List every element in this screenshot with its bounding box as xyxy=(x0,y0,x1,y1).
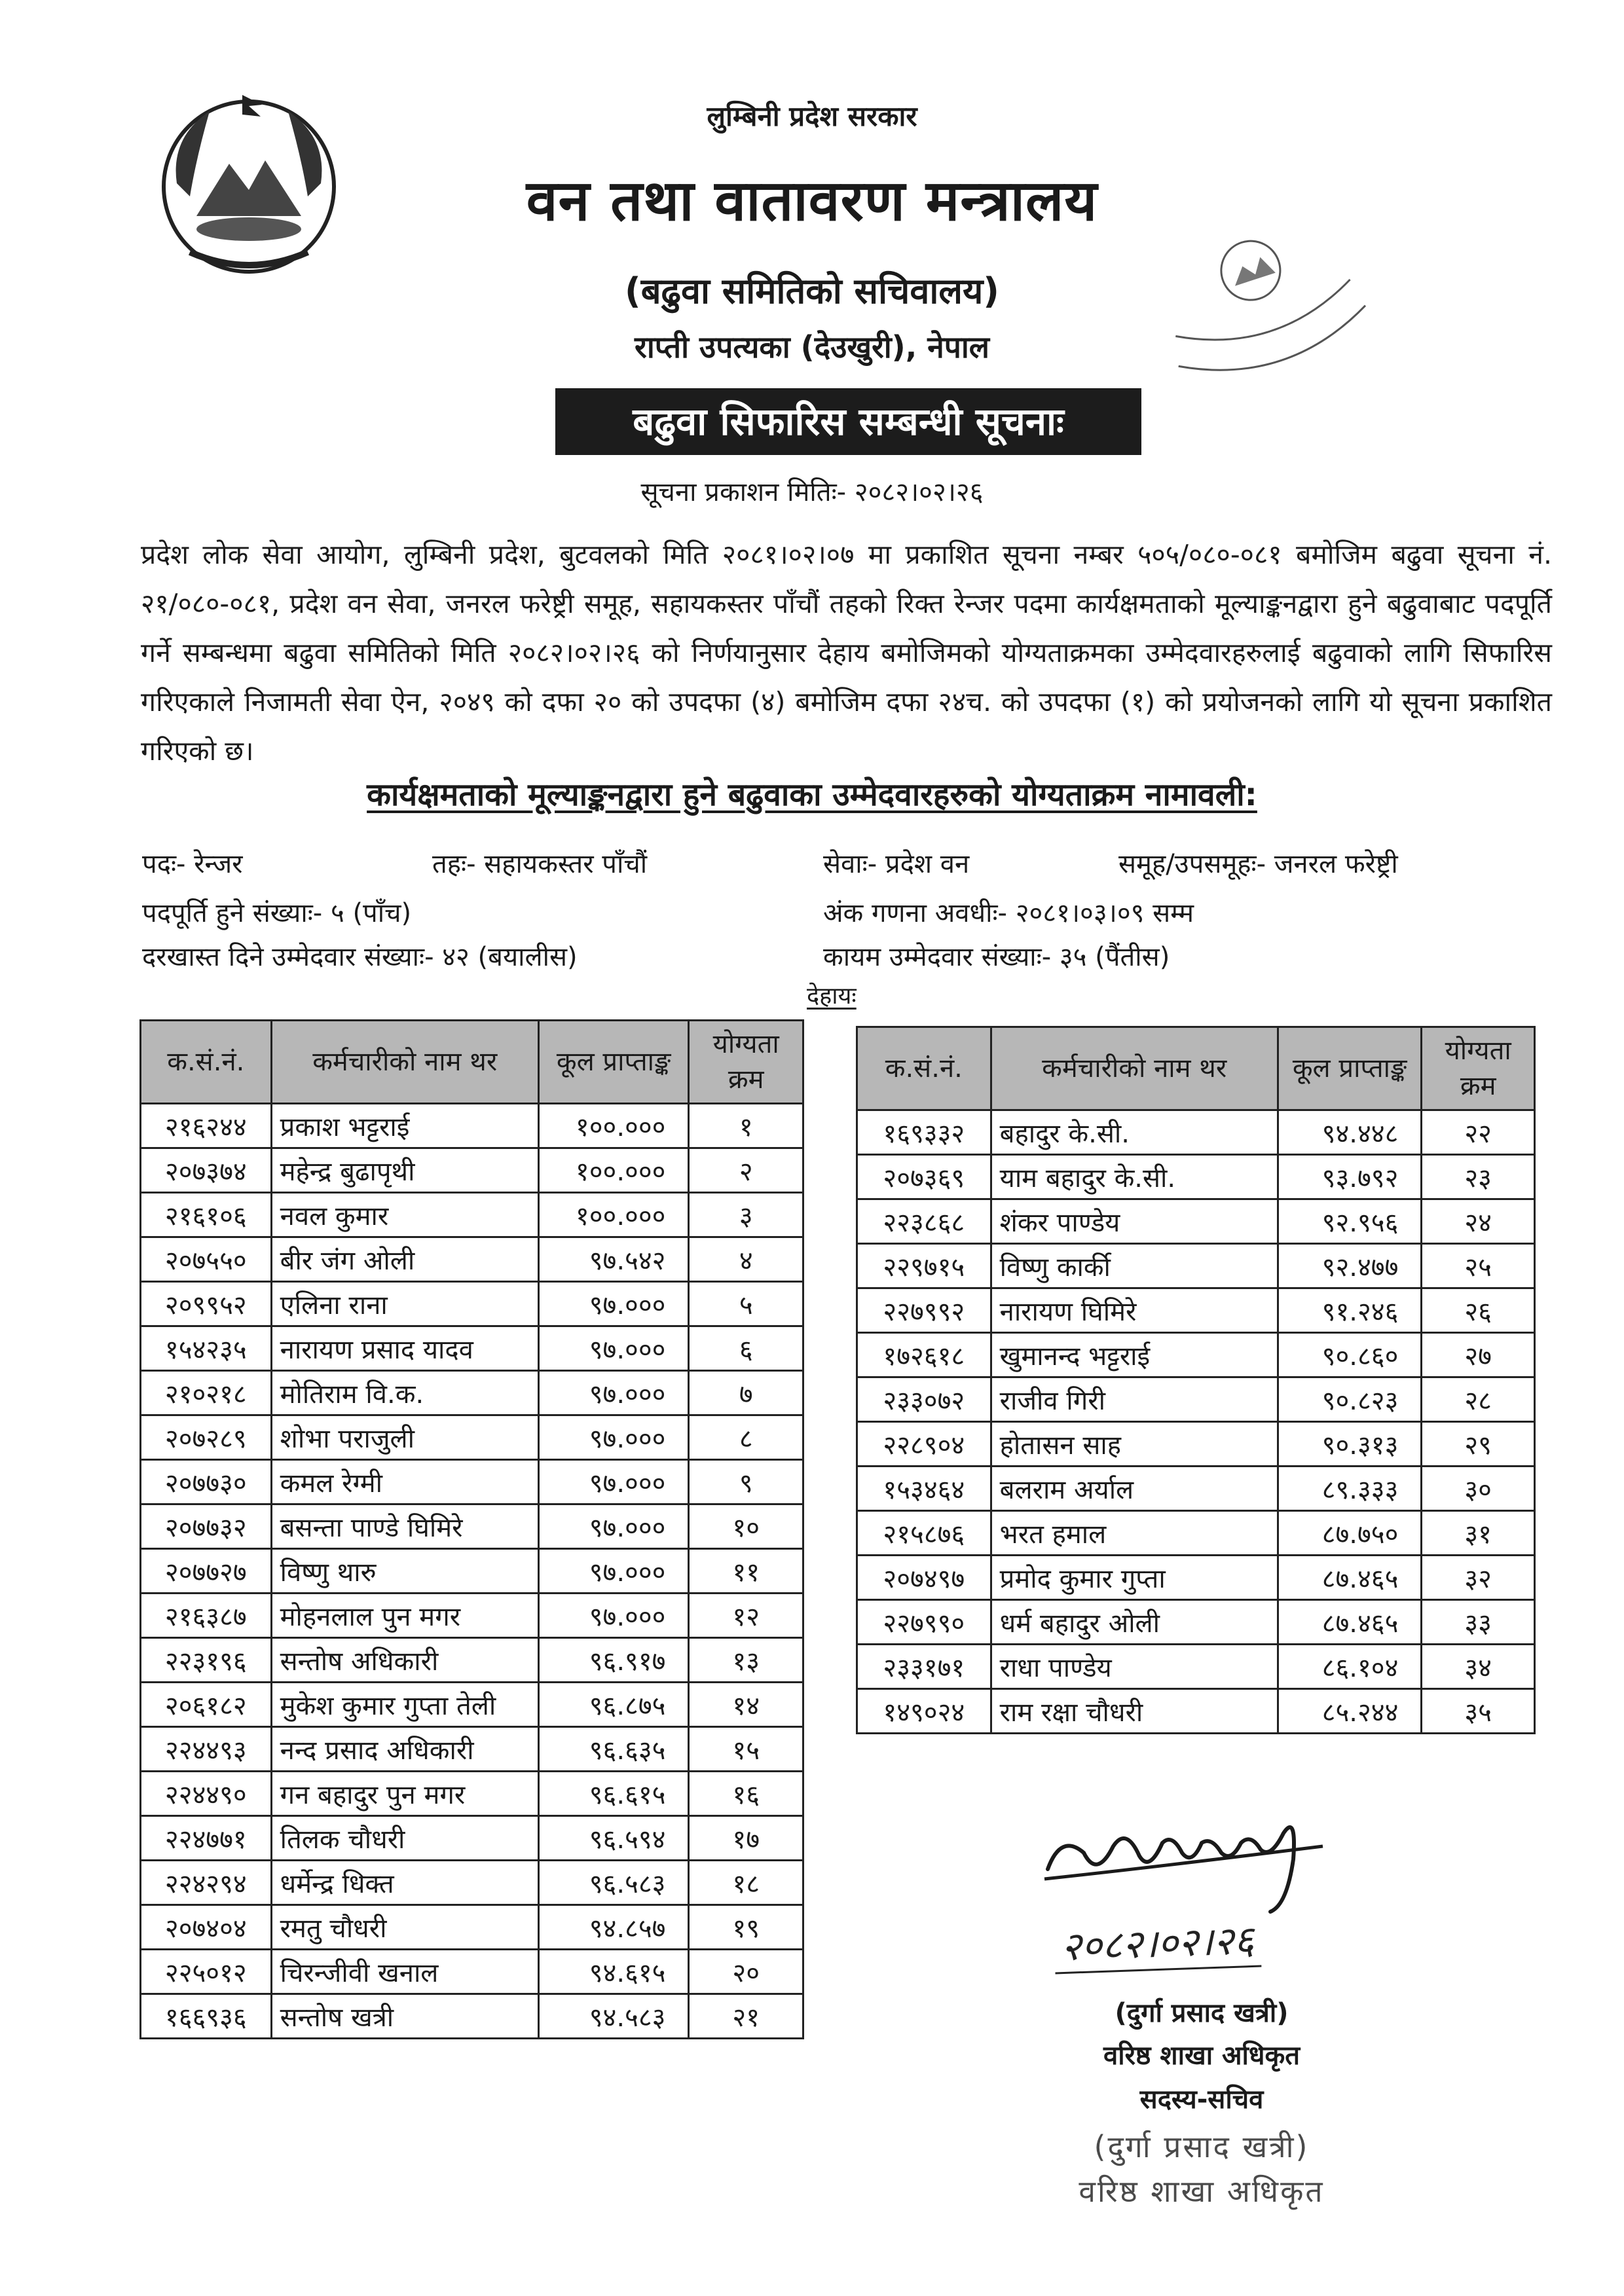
rank-cell: १२ xyxy=(689,1594,803,1638)
name-cell: शंकर पाण्डेय xyxy=(991,1199,1278,1244)
name-cell: कमल रेग्मी xyxy=(271,1460,538,1504)
name-cell: बीर जंग ओली xyxy=(271,1237,538,1282)
serial-cell: २२४२९४ xyxy=(141,1861,272,1905)
notice-title-banner: बढुवा सिफारिस सम्बन्धी सूचनाः xyxy=(555,388,1141,455)
serial-cell: २१५८७६ xyxy=(857,1511,991,1556)
score-cell: ९७.००० xyxy=(538,1594,689,1638)
name-cell: नारायण घिमिरे xyxy=(991,1288,1278,1333)
rank-cell: ६ xyxy=(689,1326,803,1371)
rank-cell: ४ xyxy=(689,1237,803,1282)
name-cell: भरत हमाल xyxy=(991,1511,1278,1556)
table-row xyxy=(857,1645,1535,1689)
serial-cell: १५४२३५ xyxy=(141,1326,272,1371)
name-cell: रमतु चौधरी xyxy=(271,1905,538,1950)
col-header-name: कर्मचारीको नाम थर xyxy=(271,1021,538,1104)
list-heading xyxy=(0,773,1624,815)
name-cell: एलिना राना xyxy=(271,1282,538,1326)
serial-cell: २३३१७१ xyxy=(857,1645,991,1689)
office-address: राप्ती उपत्यका (देउखुरी), नेपाल xyxy=(635,329,989,365)
table-row xyxy=(857,1511,1535,1556)
rank-cell: २७ xyxy=(1422,1333,1535,1377)
score-cell: ८९.३३३ xyxy=(1278,1467,1422,1511)
level-info: तहः- सहायकस्तर पाँचौं xyxy=(432,849,648,879)
score-cell: १००.००० xyxy=(538,1104,689,1148)
serial-cell: २२३१९६ xyxy=(141,1638,272,1683)
col-header-score: कूल प्राप्ताङ्क xyxy=(1278,1027,1422,1110)
serial-cell: २२४४९० xyxy=(141,1772,272,1816)
table-row xyxy=(141,1905,803,1950)
name-cell: याम बहादुर के.सी. xyxy=(991,1155,1278,1199)
serial-cell: २०६१८२ xyxy=(141,1683,272,1727)
vacancies-info: पदपूर्ति हुने संख्याः- ५ (पाँच) xyxy=(142,898,412,928)
ministry-title: वन तथा वातावरण मन्त्रालय xyxy=(526,168,1098,234)
name-cell: विष्णु थारु xyxy=(271,1549,538,1594)
name-cell: तिलक चौधरी xyxy=(271,1816,538,1861)
score-cell: ९७.५४२ xyxy=(538,1237,689,1282)
applicants-info: दरखास्त दिने उम्मेदवार संख्याः- ४२ (बयालीस) xyxy=(142,942,578,972)
score-cell: ९१.२४६ xyxy=(1278,1288,1422,1333)
table-row xyxy=(857,1422,1535,1467)
table-row xyxy=(857,1288,1535,1333)
name-cell: बसन्ता पाण्डे घिमिरे xyxy=(271,1504,538,1549)
serial-cell: २०७७३२ xyxy=(141,1504,272,1549)
rank-cell: ३० xyxy=(1422,1467,1535,1511)
rank-cell: १३ xyxy=(689,1638,803,1683)
table-row xyxy=(857,1155,1535,1199)
table-header-row xyxy=(857,1027,1535,1110)
score-cell: ९६.५९४ xyxy=(538,1816,689,1861)
rank-cell: २८ xyxy=(1422,1377,1535,1422)
score-cell: ९६.६१५ xyxy=(538,1772,689,1816)
score-cell: ८७.७५० xyxy=(1278,1511,1422,1556)
score-cell: १००.००० xyxy=(538,1193,689,1237)
table-row xyxy=(141,1326,803,1371)
name-cell: मोहनलाल पुन मगर xyxy=(271,1594,538,1638)
table-row xyxy=(141,1148,803,1193)
name-cell: मोतिराम वि.क. xyxy=(271,1371,538,1415)
serial-cell: १६६९३६ xyxy=(141,1994,272,2039)
name-cell: बहादुर के.सी. xyxy=(991,1110,1278,1155)
serial-cell: २२३८६८ xyxy=(857,1199,991,1244)
serial-cell: २१०२१८ xyxy=(141,1371,272,1415)
serial-cell: २२७९९२ xyxy=(857,1288,991,1333)
signatory-role: सदस्य-सचिव xyxy=(1139,2085,1264,2115)
score-cell: ८५.२४४ xyxy=(1278,1689,1422,1734)
name-cell: मुकेश कुमार गुप्ता तेली xyxy=(271,1683,538,1727)
table-row xyxy=(857,1244,1535,1288)
serial-cell: २०७२८९ xyxy=(141,1415,272,1460)
serial-cell: २१६३८७ xyxy=(141,1594,272,1638)
rank-cell: ३ xyxy=(689,1193,803,1237)
name-cell: प्रमोद कुमार गुप्ता xyxy=(991,1556,1278,1600)
candidates-table-right xyxy=(856,1026,1536,1734)
table-row xyxy=(141,1594,803,1638)
score-cell: ९४.८५७ xyxy=(538,1905,689,1950)
table-row xyxy=(141,1371,803,1415)
rank-cell: ८ xyxy=(689,1415,803,1460)
publication-date: सूचना प्रकाशन मितिः- २०८२।०२।२६ xyxy=(640,477,984,507)
serial-cell: २२४४९३ xyxy=(141,1727,272,1772)
dehaya-label: देहायः xyxy=(807,983,857,1010)
score-cell: ९७.००० xyxy=(538,1371,689,1415)
serial-cell: २०९९५२ xyxy=(141,1282,272,1326)
list-heading-text: कार्यक्षमताको मूल्याङ्कनद्वारा हुने बढुवाका उम्मेदवारहरुको योग्यताक्रम नामावली: xyxy=(367,776,1257,813)
count-period-info: अंक गणना अवधीः- २०८१।०३।०९ सम्म xyxy=(823,898,1194,928)
serial-cell: २०७७२७ xyxy=(141,1549,272,1594)
serial-cell: २२८९०४ xyxy=(857,1422,991,1467)
table-row xyxy=(141,1504,803,1549)
col-header-serial: क.सं.नं. xyxy=(141,1021,272,1104)
table-row xyxy=(141,1816,803,1861)
name-cell: प्रकाश भट्टराई xyxy=(271,1104,538,1148)
rank-cell: ३४ xyxy=(1422,1645,1535,1689)
serial-cell: १५३४६४ xyxy=(857,1467,991,1511)
name-cell: राजीव गिरी xyxy=(991,1377,1278,1422)
name-cell: सन्तोष खत्री xyxy=(271,1994,538,2039)
candidates-table-left xyxy=(139,1019,804,2039)
col-header-score: कूल प्राप्ताङ्क xyxy=(538,1021,689,1104)
name-cell: खुमानन्द भट्टराई xyxy=(991,1333,1278,1377)
serial-cell: २०७३७४ xyxy=(141,1148,272,1193)
serial-cell: २२४७७१ xyxy=(141,1816,272,1861)
serial-cell: २२७९९० xyxy=(857,1600,991,1645)
score-cell: ९२.४७७ xyxy=(1278,1244,1422,1288)
rank-cell: १८ xyxy=(689,1861,803,1905)
score-cell: ९२.९५६ xyxy=(1278,1199,1422,1244)
signature-date-text: २०८२।०२।२६ xyxy=(1054,1912,1262,1975)
rank-cell: १४ xyxy=(689,1683,803,1727)
post-info: पदः- रेन्जर xyxy=(142,849,243,879)
rank-cell: १५ xyxy=(689,1727,803,1772)
table-row xyxy=(141,1460,803,1504)
score-cell: ९६.९१७ xyxy=(538,1638,689,1683)
rank-cell: २९ xyxy=(1422,1422,1535,1467)
serial-cell: २२५०१२ xyxy=(141,1950,272,1994)
table-row xyxy=(141,1237,803,1282)
name-cell: सन्तोष अधिकारी xyxy=(271,1638,538,1683)
table-row xyxy=(141,1994,803,2039)
rank-cell: २१ xyxy=(689,1994,803,2039)
government-name: लुम्बिनी प्रदेश सरकार xyxy=(707,100,917,132)
score-cell: ९७.००० xyxy=(538,1549,689,1594)
table-row xyxy=(141,1193,803,1237)
rank-cell: २६ xyxy=(1422,1288,1535,1333)
rank-cell: २३ xyxy=(1422,1155,1535,1199)
serial-cell: २०७४०४ xyxy=(141,1905,272,1950)
name-cell: नन्द प्रसाद अधिकारी xyxy=(271,1727,538,1772)
rank-cell: ३३ xyxy=(1422,1600,1535,1645)
col-header-rank: योग्यता क्रम xyxy=(1422,1027,1535,1110)
rank-cell: १९ xyxy=(689,1905,803,1950)
score-cell: ९६.६३५ xyxy=(538,1727,689,1772)
name-cell: चिरन्जीवी खनाल xyxy=(271,1950,538,1994)
score-cell: ९४.४४८ xyxy=(1278,1110,1422,1155)
name-stamp: (दुर्गा प्रसाद खत्री) xyxy=(1094,2129,1310,2164)
signature-date xyxy=(1054,1915,1382,1987)
rank-cell: १६ xyxy=(689,1772,803,1816)
serial-cell: १७२६१८ xyxy=(857,1333,991,1377)
col-header-serial: क.सं.नं. xyxy=(857,1027,991,1110)
serial-cell: २१६२४४ xyxy=(141,1104,272,1148)
name-cell: धर्मेन्द्र धिक्त xyxy=(271,1861,538,1905)
rank-cell: ९ xyxy=(689,1460,803,1504)
serial-cell: २२९७१५ xyxy=(857,1244,991,1288)
score-cell: ९७.००० xyxy=(538,1415,689,1460)
rank-cell: ११ xyxy=(689,1549,803,1594)
name-cell: गन बहादुर पुन मगर xyxy=(271,1772,538,1816)
rank-cell: ७ xyxy=(689,1371,803,1415)
name-cell: राधा पाण्डेय xyxy=(991,1645,1278,1689)
secretariat-name: (बढुवा समितिको सचिवालय) xyxy=(625,270,999,312)
rank-cell: ३१ xyxy=(1422,1511,1535,1556)
rank-cell: १ xyxy=(689,1104,803,1148)
designation-stamp: वरिष्ठ शाखा अधिकृत xyxy=(1079,2174,1325,2209)
serial-cell: २३३०७२ xyxy=(857,1377,991,1422)
serial-cell: २०७५५० xyxy=(141,1237,272,1282)
score-cell: ९६.५८३ xyxy=(538,1861,689,1905)
name-cell: नारायण प्रसाद यादव xyxy=(271,1326,538,1371)
score-cell: ९०.८६० xyxy=(1278,1333,1422,1377)
rank-cell: १७ xyxy=(689,1816,803,1861)
table-row xyxy=(857,1600,1535,1645)
rank-cell: ५ xyxy=(689,1282,803,1326)
notice-body: प्रदेश लोक सेवा आयोग, लुम्बिनी प्रदेश, बुटवलको मिति २०८१।०२।०७ मा प्रकाशित सूचना नम्बर ५०५/०८०-०८१ बमोजिम बढुवा सूचना नं. २१/०८०-०८१, प्रदेश वन सेवा, जनरल फरेष्ट्री समूह, सहायकस्तर पाँचौं तहको रिक्त रेन्जर पदमा कार्यक्षमताको मूल्याङ्कनद्वारा हुने बढुवाबाट पदपूर्ति गर्ने सम्बन्धमा बढुवा समितिको मिति २०८२।०२।२६ को निर्णयानुसार देहाय बमोजिमको योग्यताक्रमका उम्मेदवारहरुलाई बढुवाको लागि सिफारिस गरिएकाले निजामती सेवा ऐन, २०४९ को दफा २० को उपदफा (४) बमोजिम दफा २४च. को उपदफा (१) को प्रयोजनको लागि यो सूचना प्रकाशित गरिएको छ। xyxy=(141,539,1552,767)
group-info: समूह/उपसमूहः- जनरल फरेष्ट्री xyxy=(1118,849,1398,879)
name-cell: बलराम अर्याल xyxy=(991,1467,1278,1511)
rank-cell: २० xyxy=(689,1950,803,1994)
service-info: सेवाः- प्रदेश वन xyxy=(823,849,970,879)
score-cell: ९७.००० xyxy=(538,1282,689,1326)
rank-cell: २५ xyxy=(1422,1244,1535,1288)
table-row xyxy=(141,1683,803,1727)
name-cell: विष्णु कार्की xyxy=(991,1244,1278,1288)
name-cell: राम रक्षा चौधरी xyxy=(991,1689,1278,1734)
name-cell: होतासन साह xyxy=(991,1422,1278,1467)
table-row xyxy=(141,1415,803,1460)
score-cell: ९४.६१५ xyxy=(538,1950,689,1994)
table-row xyxy=(141,1772,803,1816)
name-cell: शोभा पराजुली xyxy=(271,1415,538,1460)
rank-cell: ३२ xyxy=(1422,1556,1535,1600)
rank-cell: २४ xyxy=(1422,1199,1535,1244)
table-row xyxy=(857,1377,1535,1422)
table-row xyxy=(141,1638,803,1683)
score-cell: ९०.३१३ xyxy=(1278,1422,1422,1467)
rank-cell: ३५ xyxy=(1422,1689,1535,1734)
name-cell: महेन्द्र बुढापृथी xyxy=(271,1148,538,1193)
handwritten-signature xyxy=(1035,1807,1342,1918)
serial-cell: २०७७३० xyxy=(141,1460,272,1504)
rank-cell: २ xyxy=(689,1148,803,1193)
rank-cell: २२ xyxy=(1422,1110,1535,1155)
score-cell: ९७.००० xyxy=(538,1504,689,1549)
signatory-designation: वरिष्ठ शाखा अधिकृत xyxy=(1103,2041,1301,2071)
table-row xyxy=(857,1110,1535,1155)
col-header-name: कर्मचारीको नाम थर xyxy=(991,1027,1278,1110)
table-header-row xyxy=(141,1021,803,1104)
serial-cell: १४९०२४ xyxy=(857,1689,991,1734)
signatory-name: (दुर्गा प्रसाद खत्री) xyxy=(1115,1998,1289,2028)
table-row xyxy=(857,1333,1535,1377)
table-row xyxy=(141,1549,803,1594)
name-cell: धर्म बहादुर ओली xyxy=(991,1600,1278,1645)
table-row xyxy=(857,1689,1535,1734)
retained-info: कायम उम्मेदवार संख्याः- ३५ (पैंतीस) xyxy=(823,942,1170,972)
score-cell: ८७.४६५ xyxy=(1278,1600,1422,1645)
col-header-rank: योग्यता क्रम xyxy=(689,1021,803,1104)
table-row xyxy=(857,1467,1535,1511)
serial-cell: १६९३३२ xyxy=(857,1110,991,1155)
score-cell: ९७.००० xyxy=(538,1460,689,1504)
serial-cell: २०७३६९ xyxy=(857,1155,991,1199)
score-cell: १००.००० xyxy=(538,1148,689,1193)
score-cell: ८७.४६५ xyxy=(1278,1556,1422,1600)
score-cell: ९३.७९२ xyxy=(1278,1155,1422,1199)
score-cell: ९०.८२३ xyxy=(1278,1377,1422,1422)
table-row xyxy=(857,1556,1535,1600)
score-cell: ९४.५८३ xyxy=(538,1994,689,2039)
serial-cell: २१६१०६ xyxy=(141,1193,272,1237)
table-row xyxy=(141,1950,803,1994)
table-row xyxy=(857,1199,1535,1244)
score-cell: ९६.८७५ xyxy=(538,1683,689,1727)
table-row xyxy=(141,1727,803,1772)
table-row xyxy=(141,1282,803,1326)
serial-cell: २०७४९७ xyxy=(857,1556,991,1600)
table-row xyxy=(141,1861,803,1905)
name-cell: नवल कुमार xyxy=(271,1193,538,1237)
table-row xyxy=(141,1104,803,1148)
score-cell: ८६.१०४ xyxy=(1278,1645,1422,1689)
score-cell: ९७.००० xyxy=(538,1326,689,1371)
rank-cell: १० xyxy=(689,1504,803,1549)
